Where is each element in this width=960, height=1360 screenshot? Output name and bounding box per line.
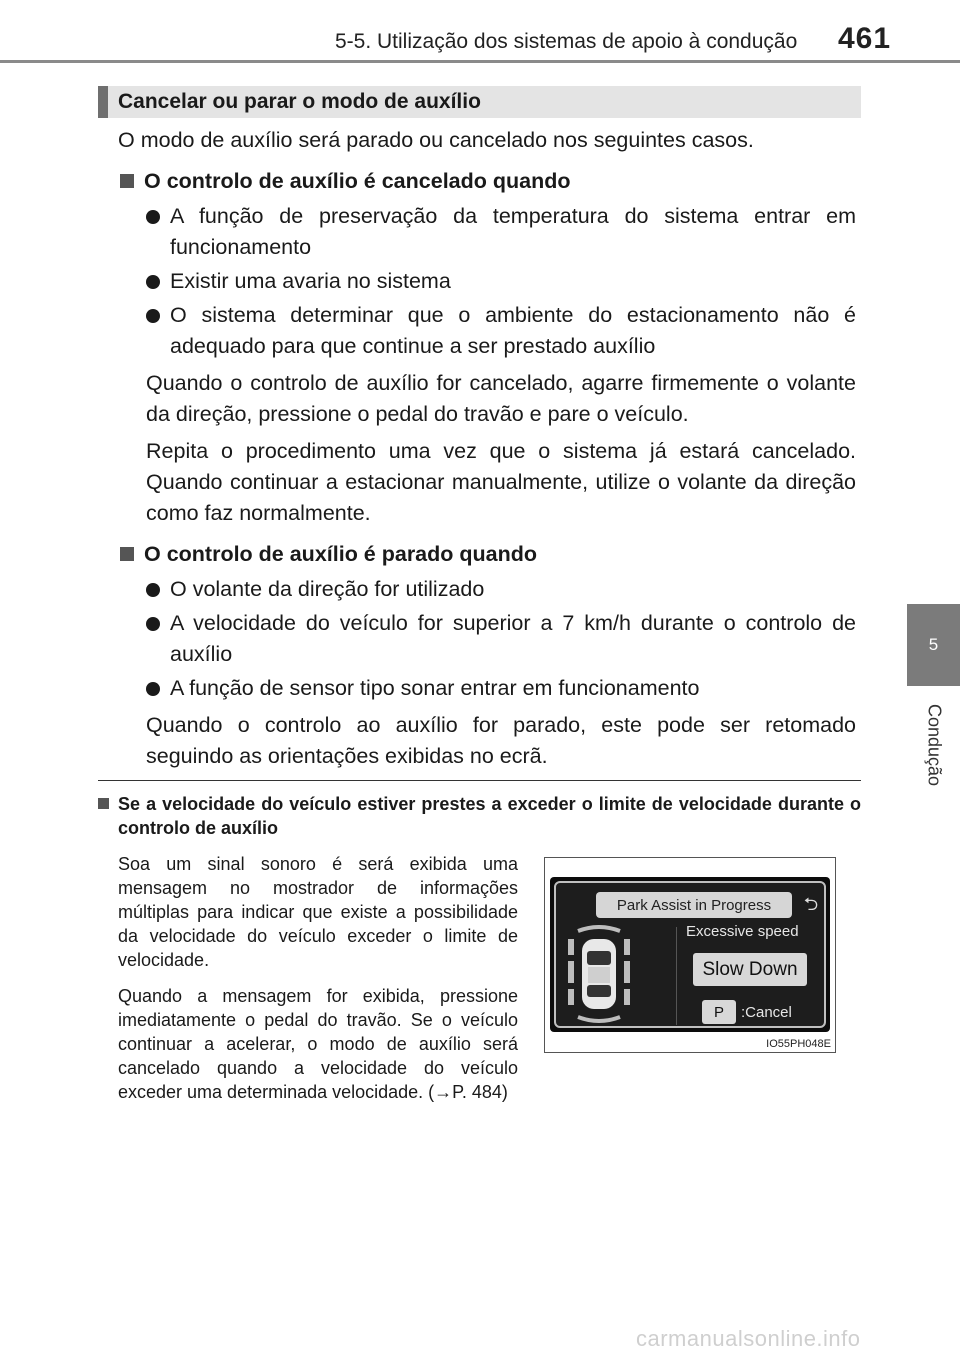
list-item-text: Existir uma avaria no sistema (170, 269, 451, 293)
list-item-text: O volante da direção for utilizado (170, 577, 485, 601)
stop-subheading (118, 539, 856, 570)
stop-paragraph: Quando o controlo ao auxílio for parado, este pode ser retomado seguindo as orientações exibidas no ecrã. (146, 713, 856, 768)
section-header (98, 86, 861, 118)
section-divider (98, 780, 861, 781)
multi-info-display (550, 877, 830, 1032)
running-header: 5-5. Utilização dos sistemas de apoio à condução (335, 30, 798, 53)
note-paragraph-2: Quando a mensagem for exibida, pressione imediatamente o pedal do travão. Se o veículo continuar a acelerar, o modo de auxílio será cancelado quando a velocidade do veículo exceder uma determinada velocidade. (→P. 484) (118, 986, 518, 1102)
cancel-hint (702, 999, 792, 1025)
warning-message: Excessive speed (686, 923, 799, 940)
intro-text: O modo de auxílio será parado ou cancelado nos seguintes casos. (118, 128, 754, 152)
list-item (118, 266, 856, 297)
list-item (118, 574, 856, 605)
circle-bullet-icon (146, 583, 160, 597)
square-bullet-icon (120, 174, 134, 188)
back-arrow-icon: ⮌ (803, 894, 819, 914)
list-item (118, 300, 856, 362)
note-body (118, 852, 518, 1116)
display-illustration (544, 857, 836, 1053)
watermark: carmanualsonline.info (636, 1326, 861, 1351)
parking-switch-icon: P (702, 1000, 736, 1024)
chapter-label: Condução (924, 703, 945, 787)
status-pill: Park Assist in Progress (596, 892, 792, 918)
cancel-subheading-text: O controlo de auxílio é cancelado quando (144, 169, 571, 193)
list-item-text: A função de sensor tipo sonar entrar em funcionamento (170, 676, 700, 700)
square-bullet-icon (120, 547, 134, 561)
cancel-subheading (118, 166, 856, 197)
car-sensor-icon (566, 925, 632, 1025)
stop-subheading-text: O controlo de auxílio é parado quando (144, 542, 538, 566)
note-paragraph-1: Soa um sinal sonoro é será exibida uma mensagem no mostrador de informações múltiplas para indicar que existe a possibilidade da velocidade do veículo exceder o limite de velocidade. (118, 854, 518, 970)
circle-bullet-icon (146, 210, 160, 224)
section-title: Cancelar ou parar o modo de auxílio (118, 90, 481, 113)
chapter-number: 5 (928, 635, 939, 654)
cancel-paragraph-1: Quando o controlo de auxílio for cancelado, agarre firmemente o volante da direção, pressione o pedal do travão e pare o veículo. (146, 371, 856, 426)
square-bullet-icon (98, 798, 109, 809)
circle-bullet-icon (146, 682, 160, 696)
note-heading-text: Se a velocidade do veículo estiver prestes a exceder o limite de velocidade durante o controlo de auxílio (118, 794, 861, 838)
list-item (118, 201, 856, 263)
display-separator (676, 927, 677, 1025)
header-rule (0, 60, 960, 63)
circle-bullet-icon (146, 309, 160, 323)
list-item-text: O sistema determinar que o ambiente do estacionamento não é adequado para que continue a ser prestado auxílio (170, 303, 856, 358)
list-item (118, 608, 856, 670)
list-item (118, 673, 856, 704)
circle-bullet-icon (146, 275, 160, 289)
main-content (118, 125, 856, 778)
note-heading (98, 792, 861, 840)
cancel-paragraph-2: Repita o procedimento uma vez que o sistema já estará cancelado. Quando continuar a estacionar manualmente, utilize o volante da direção como faz normalmente. (146, 439, 856, 525)
page-number: 461 (838, 22, 892, 55)
circle-bullet-icon (146, 617, 160, 631)
display-frame (554, 881, 826, 1028)
list-item-text: A função de preservação da temperatura do sistema entrar em funcionamento (170, 204, 856, 259)
chapter-tab (907, 604, 960, 686)
cancel-hint-text: :Cancel (741, 1003, 792, 1021)
note-block (98, 792, 861, 840)
slow-down-banner: Slow Down (693, 953, 807, 986)
list-item-text: A velocidade do veículo for superior a 7 km/h durante o controlo de auxílio (170, 611, 856, 666)
figure-code: IO55PH048E (766, 1038, 831, 1050)
